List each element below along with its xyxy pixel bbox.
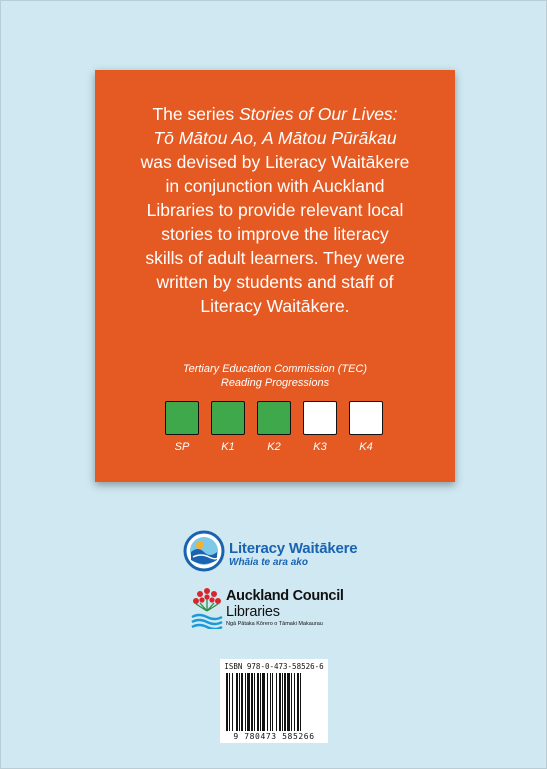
level-box-k1 <box>211 401 245 435</box>
barcode-bar <box>226 673 228 731</box>
level-label: K4 <box>359 441 373 453</box>
blurb-text: in conjunction with Auckland <box>165 176 385 196</box>
reading-progression-levels <box>165 401 390 461</box>
barcode-bar <box>245 673 246 731</box>
barcode-bar <box>267 673 268 731</box>
barcode-bar <box>262 673 265 731</box>
barcode-bar <box>251 673 253 731</box>
literacy-waitakere-emblem-icon <box>183 530 225 572</box>
barcode-bar <box>297 673 299 731</box>
barcode-bar <box>229 673 230 731</box>
barcode-bar <box>239 673 240 731</box>
level-label: K3 <box>313 441 327 453</box>
blurb-text: written by students and staff of <box>156 272 394 292</box>
pohutukawa-flower-icon <box>190 585 224 629</box>
barcode-bar <box>300 673 301 731</box>
barcode-bar <box>287 673 290 731</box>
series-blurb <box>95 102 455 318</box>
literacy-waitakere-title: Literacy Waitākere <box>229 540 358 557</box>
barcode-bar <box>291 673 292 731</box>
series-title: Stories of Our Lives: <box>239 104 398 124</box>
barcode-bars <box>225 673 323 731</box>
barcode-bar <box>284 673 286 731</box>
blurb-text: stories to improve the literacy <box>161 224 389 244</box>
blurb-text: was devised by Literacy Waitākere <box>140 152 410 172</box>
literacy-waitakere-tagline: Whāia te ara ako <box>229 557 308 568</box>
barcode-bar <box>236 673 238 731</box>
libraries-subtitle: Libraries <box>226 604 280 620</box>
level-label: K1 <box>221 441 235 453</box>
blurb-text: Literacy Waitākere. <box>200 296 350 316</box>
tec-title: Tertiary Education Commission (TEC) <box>182 363 368 375</box>
level-box-sp <box>165 401 199 435</box>
libraries-maori-name: Ngā Pātaka Kōrero o Tāmaki Makaurau <box>226 621 323 627</box>
barcode-bar <box>254 673 255 731</box>
barcode-bar <box>294 673 295 731</box>
info-panel <box>95 70 455 482</box>
level-box-k2 <box>257 401 291 435</box>
tec-caption <box>95 362 455 390</box>
barcode-bar <box>270 673 271 731</box>
barcode-bar <box>241 673 243 731</box>
level-label: K2 <box>267 441 281 453</box>
literacy-waitakere-logo <box>183 530 373 574</box>
barcode-bar <box>247 673 250 731</box>
blurb-text: Libraries to provide relevant local <box>146 200 404 220</box>
tec-subtitle: Reading Progressions <box>220 377 330 389</box>
blurb-text: The series <box>152 104 239 124</box>
isbn-text: ISBN 978-0-473-58526-6 <box>224 662 324 671</box>
series-subtitle: Tō Mātou Ao, A Mātou Pūrākau <box>153 128 397 148</box>
blurb-text: skills of adult learners. They were <box>145 248 405 268</box>
barcode-bar <box>260 673 261 731</box>
level-box-k3 <box>303 401 337 435</box>
barcode-bar <box>282 673 283 731</box>
barcode-bar <box>276 673 277 731</box>
auckland-council-title: Auckland Council <box>226 588 344 604</box>
level-label: SP <box>174 441 190 453</box>
auckland-council-libraries-logo <box>190 585 380 631</box>
barcode-digits: 9 780473 585266 <box>233 732 315 741</box>
barcode-bar <box>232 673 233 731</box>
isbn-barcode <box>220 659 328 743</box>
barcode-bar <box>272 673 273 731</box>
level-box-k4 <box>349 401 383 435</box>
barcode-bar <box>257 673 259 731</box>
barcode-bar <box>279 673 281 731</box>
